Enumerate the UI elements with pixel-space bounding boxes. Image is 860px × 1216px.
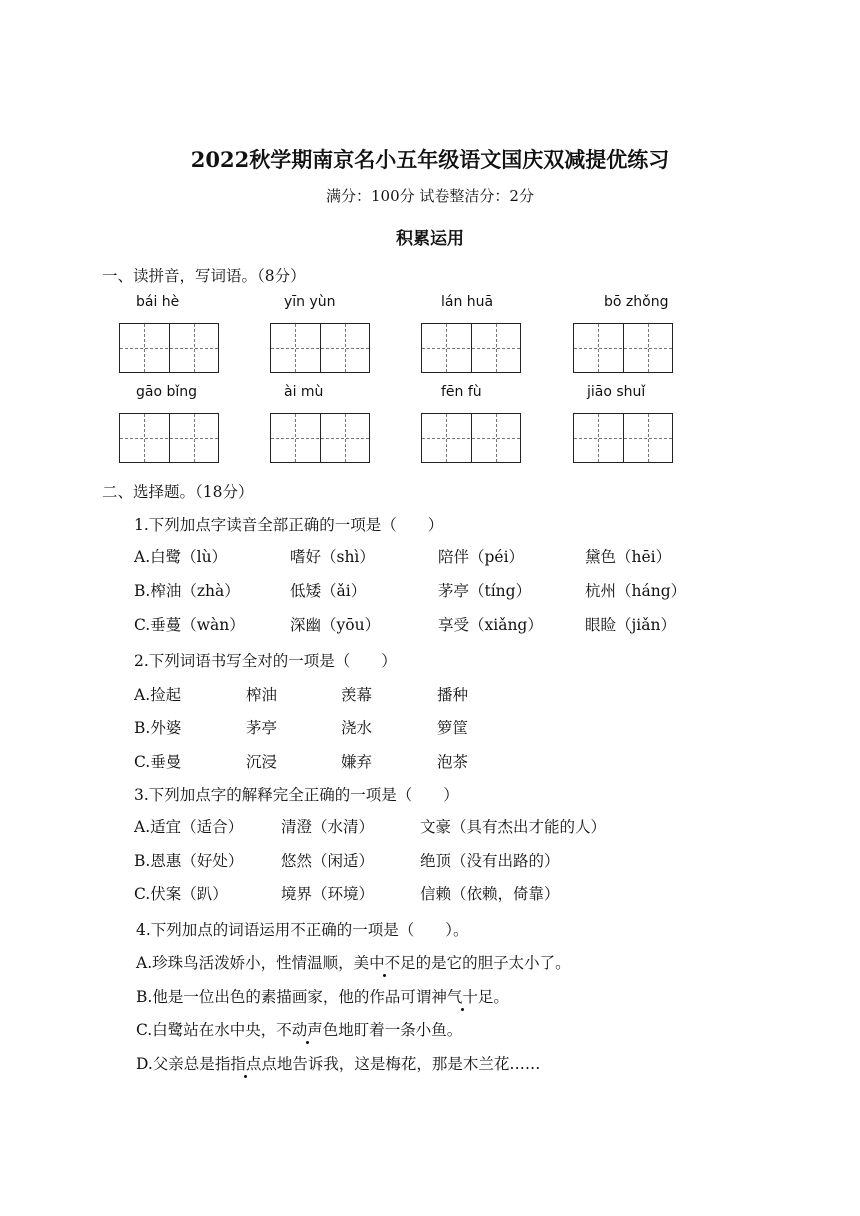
option-text: C.白鹭站在水中央， bbox=[136, 1021, 277, 1039]
option-item[interactable]: B.外婆 bbox=[134, 719, 182, 737]
option-item: 播种 bbox=[437, 686, 469, 704]
pinyin-label: gāo bǐng bbox=[136, 384, 198, 400]
paper-title: 2022秋学期南京名小五年级语文国庆双减提优练习 bbox=[190, 147, 670, 172]
writing-grid[interactable] bbox=[270, 413, 370, 463]
pinyin-label: ài mù bbox=[284, 384, 324, 400]
option-item: 清澄（水清） bbox=[281, 818, 375, 836]
dotted-phrase: 指指点点 bbox=[215, 1052, 277, 1074]
option-item[interactable] bbox=[136, 951, 571, 973]
option-text: 地告诉我，这是梅花，那是木兰花…… bbox=[276, 1055, 541, 1073]
option-text: B.他是一位出色的素描画家，他的作品可谓 bbox=[136, 988, 432, 1006]
subquestion-stem: 3.下列加点字的解释完全正确的一项是（ ） bbox=[134, 786, 459, 804]
option-item: 杭州（háng） bbox=[585, 582, 687, 600]
option-item[interactable]: A.白鹭（lù） bbox=[134, 548, 228, 566]
option-item: 绝顶（没有出路的） bbox=[420, 852, 560, 870]
option-item[interactable]: C.垂蔓（wàn） bbox=[134, 616, 245, 634]
option-item: 茅亭 bbox=[246, 719, 278, 737]
subquestion-stem: 2.下列词语书写全对的一项是（ ） bbox=[134, 652, 397, 670]
option-item: 境界（环境） bbox=[281, 885, 375, 903]
option-item: 悠然（闲适） bbox=[281, 852, 375, 870]
option-item: 深幽（yōu） bbox=[290, 616, 381, 634]
q2-heading: 二、选择题。（18分） bbox=[102, 483, 254, 501]
option-item[interactable]: C.伏案（趴） bbox=[134, 885, 228, 903]
option-item: 羡幕 bbox=[341, 686, 373, 704]
score-info: 满分：100分 试卷整洁分：2分 bbox=[326, 187, 534, 205]
subquestion-stem: 4.下列加点的词语运用不正确的一项是（ ）。 bbox=[136, 921, 469, 939]
option-item[interactable] bbox=[136, 1018, 462, 1040]
writing-grid[interactable] bbox=[270, 323, 370, 373]
option-item: 享受（xiǎng） bbox=[438, 616, 543, 634]
pinyin-label: bái hè bbox=[136, 294, 180, 310]
option-item[interactable]: A.适宜（适合） bbox=[134, 818, 244, 836]
pinyin-label: lán huā bbox=[441, 294, 494, 310]
q1-heading: 一、读拼音，写词语。（8分） bbox=[102, 267, 306, 285]
option-text: 的是它的胆子太小了。 bbox=[415, 954, 571, 972]
option-item: 沉浸 bbox=[246, 753, 278, 771]
option-item: 茅亭（tíng） bbox=[438, 582, 532, 600]
option-item[interactable] bbox=[136, 1052, 540, 1074]
pinyin-label: yīn yùn bbox=[284, 294, 336, 310]
option-item: 黛色（hēi） bbox=[585, 548, 672, 566]
writing-grid[interactable] bbox=[421, 323, 521, 373]
option-text: 。 bbox=[493, 988, 509, 1006]
option-item: 榨油 bbox=[246, 686, 278, 704]
option-item: 浇水 bbox=[341, 719, 373, 737]
writing-grid[interactable] bbox=[421, 413, 521, 463]
option-item: 泡茶 bbox=[437, 753, 469, 771]
option-item: 眼睑（jiǎn） bbox=[585, 616, 676, 634]
option-item: 箩筐 bbox=[437, 719, 469, 737]
pinyin-label: jiāo shuǐ bbox=[587, 384, 646, 400]
option-text: A.珍珠鸟活泼娇小，性情温顺， bbox=[136, 954, 354, 972]
writing-grid[interactable] bbox=[119, 323, 219, 373]
option-item: 嫌弃 bbox=[341, 753, 373, 771]
dotted-phrase: 不动声色 bbox=[276, 1018, 338, 1040]
writing-grid[interactable] bbox=[573, 323, 673, 373]
option-text: 地盯着一条小鱼。 bbox=[338, 1021, 463, 1039]
option-item: 文豪（具有杰出才能的人） bbox=[420, 818, 607, 836]
option-item[interactable]: B.榨油（zhà） bbox=[134, 582, 240, 600]
dotted-phrase: 美中不足 bbox=[354, 951, 416, 973]
option-item: 信赖（依赖，倚靠） bbox=[420, 885, 560, 903]
pinyin-label: fēn fù bbox=[441, 384, 482, 400]
option-text: D.父亲总是 bbox=[136, 1055, 215, 1073]
option-item: 陪伴（péi） bbox=[438, 548, 525, 566]
option-item[interactable] bbox=[136, 985, 509, 1007]
option-item: 低矮（ǎi） bbox=[290, 582, 367, 600]
dotted-phrase: 神气十足 bbox=[431, 985, 493, 1007]
writing-grid[interactable] bbox=[573, 413, 673, 463]
subquestion-stem: 1.下列加点字读音全部正确的一项是（ ） bbox=[134, 516, 444, 534]
option-item[interactable]: A.捡起 bbox=[134, 686, 182, 704]
section-heading: 积累运用 bbox=[396, 229, 464, 249]
option-item: 嗜好（shì） bbox=[290, 548, 375, 566]
option-item[interactable]: C.垂曼 bbox=[134, 753, 182, 771]
writing-grid[interactable] bbox=[119, 413, 219, 463]
pinyin-label: bō zhǒng bbox=[604, 294, 669, 310]
option-item[interactable]: B.恩惠（好处） bbox=[134, 852, 244, 870]
